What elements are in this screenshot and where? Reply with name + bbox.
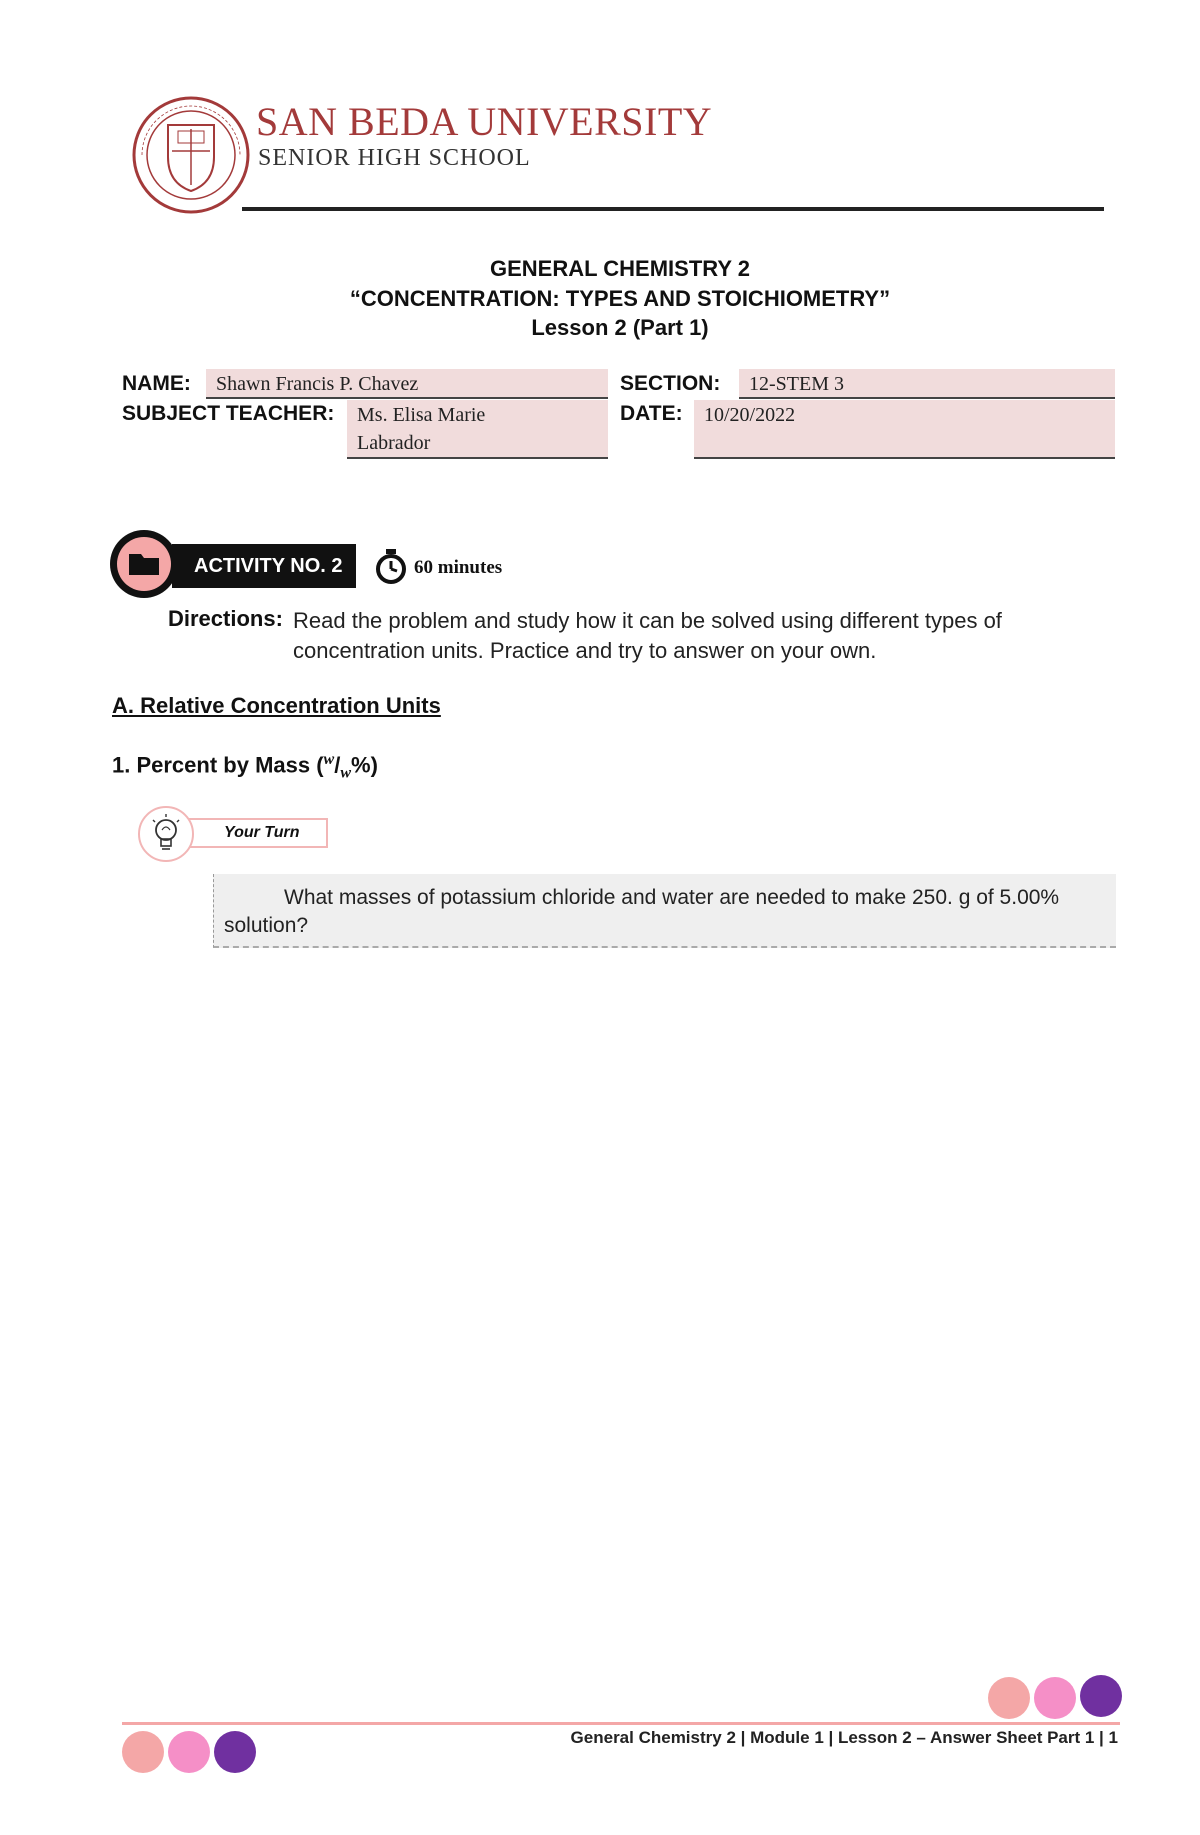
your-turn-label: Your Turn bbox=[188, 818, 328, 848]
activity-label: ACTIVITY NO. 2 bbox=[172, 544, 356, 588]
section-a-heading: A. Relative Concentration Units bbox=[112, 693, 441, 718]
directions-text: Read the problem and study how it can be solved using different types of concentration units. Practice and try to answer on your own. bbox=[293, 608, 1002, 663]
footer-divider bbox=[122, 1722, 1120, 1725]
subject-teacher-line-1: Ms. Elisa Marie bbox=[357, 404, 486, 426]
subject-teacher-label: SUBJECT TEACHER: bbox=[122, 402, 335, 425]
activity-badge bbox=[110, 530, 356, 592]
course-title: GENERAL CHEMISTRY 2 bbox=[490, 256, 750, 281]
topic-title: “CONCENTRATION: TYPES AND STOICHIOMETRY” bbox=[349, 286, 891, 311]
date-label: DATE: bbox=[620, 402, 683, 425]
header-divider bbox=[242, 207, 1104, 211]
lightbulb-icon bbox=[140, 808, 192, 860]
section-label: SECTION: bbox=[620, 372, 721, 395]
footer-dot-purple-right bbox=[1080, 1675, 1122, 1717]
folder-icon bbox=[117, 537, 171, 591]
footer-dot-pink-left bbox=[168, 1731, 210, 1773]
section-field[interactable]: 12-STEM 3 bbox=[739, 369, 1115, 399]
san-beda-seal-logo bbox=[128, 95, 254, 215]
directions-label: Directions: bbox=[168, 606, 283, 631]
footer-dot-pink-light-left bbox=[122, 1731, 164, 1773]
name-field[interactable]: Shawn Francis P. Chavez bbox=[206, 369, 608, 399]
name-label: NAME: bbox=[122, 372, 191, 395]
stopwatch-icon bbox=[376, 549, 406, 585]
subject-teacher-line-2: Labrador bbox=[357, 432, 431, 454]
activity-duration: 60 minutes bbox=[414, 557, 503, 578]
footer-dot-purple-left bbox=[214, 1731, 256, 1773]
item-1-heading: 1. Percent by Mass $(^w/_w\%)$ bbox=[112, 751, 378, 782]
university-name: SAN BEDA UNIVERSITY bbox=[256, 99, 713, 144]
lesson-title: Lesson 2 (Part 1) bbox=[531, 315, 709, 340]
problem-statement: What masses of potassium chloride and water are needed to make 250. g of 5.00% solution? bbox=[213, 874, 1116, 948]
footer-text: General Chemistry 2 | Module 1 | Lesson 2 – Answer Sheet Part 1 | 1 bbox=[570, 1728, 1118, 1747]
your-turn-circle bbox=[138, 806, 194, 862]
footer-dot-pink-light-right bbox=[988, 1677, 1030, 1719]
subject-teacher-field[interactable] bbox=[347, 400, 608, 459]
activity-circle bbox=[110, 530, 178, 598]
date-field[interactable]: 10/20/2022 bbox=[694, 400, 1115, 459]
school-name: SENIOR HIGH SCHOOL bbox=[258, 145, 531, 171]
footer-dot-pink-right bbox=[1034, 1677, 1076, 1719]
